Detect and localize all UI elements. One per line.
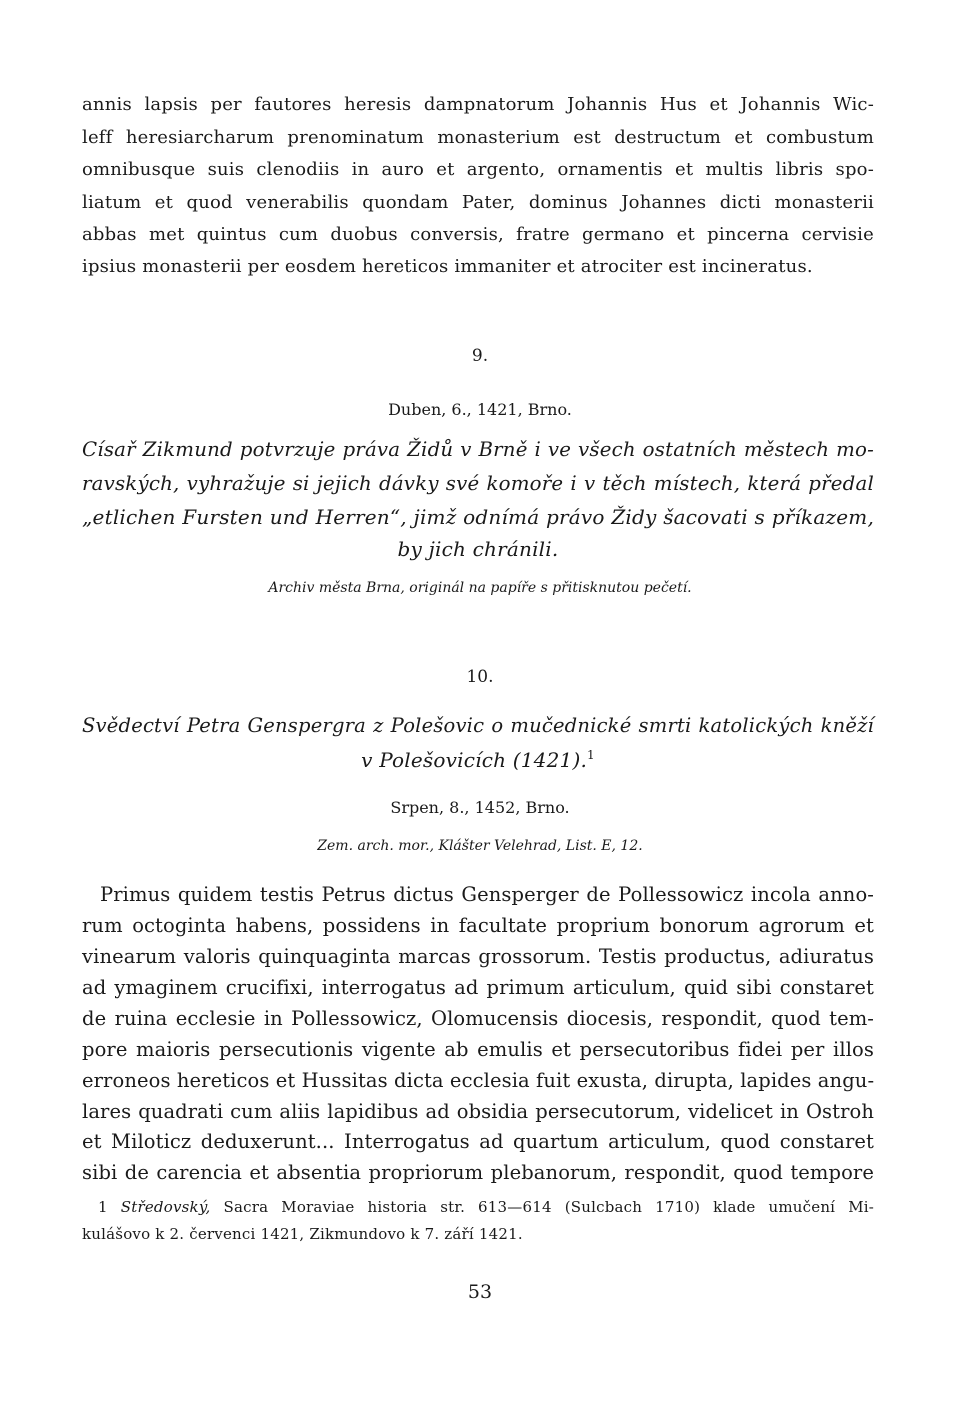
text-line: Primus quidem testis Petrus dictus Gensperger de Pollessowicz incola anno-	[100, 883, 874, 906]
title-line	[82, 748, 874, 772]
footnote-reference: 1	[587, 748, 595, 762]
text-line: liatum et quod venerabilis quondam Pater, dominus Johannes dicti monasterii	[82, 192, 874, 213]
text-line: vinearum valoris quinquaginta marcas grossorum. Testis productus, adiuratus	[82, 945, 874, 968]
page-number: 53	[467, 1281, 493, 1303]
text-line: ad ymaginem crucifixi, interrogatus ad primum articulum, quid sibi constaret	[82, 976, 874, 999]
title-line: Svědectví Petra Genspergra z Polešovic o mučednické smrti katolických kněží	[82, 714, 874, 737]
text-line: lares quadrati cum aliis lapidibus ad obsidia persecutorum, videlicet in Ostroh	[82, 1100, 874, 1123]
summary-line: ravských, vyhražuje si jejich dávky své komoře i v těch místech, která předal	[82, 472, 874, 495]
text-line: de ruina ecclesie in Pollessowicz, Olomucensis diocesis, respondit, quod tem-	[82, 1007, 874, 1030]
footnote-line	[98, 1198, 874, 1216]
archive-source: Zem. arch. mor., Klášter Velehrad, List. E, 12.	[317, 838, 643, 854]
text-line: leff heresiarcharum prenominatum monasterium est destructum et combustum	[82, 127, 874, 148]
title-line-text: v Polešovicích (1421).	[361, 748, 588, 772]
text-line: sibi de carencia et absentia propriorum plebanorum, respondit, quod tempore	[82, 1161, 874, 1184]
text-line: pore maioris persecutionis vigente ab emulis et persecutoribus fidei per illos	[82, 1038, 874, 1061]
text-line: omnibusque suis clenodiis in auro et argento, ornamentis et multis libris spo-	[82, 159, 874, 180]
document-date: Duben, 6., 1421, Brno.	[388, 400, 572, 419]
document-date: Srpen, 8., 1452, Brno.	[390, 798, 570, 817]
summary-line: „etlichen Fursten und Herren“, jimž odnímá právo Židy šacovati s příkazem,	[82, 505, 874, 529]
summary-line: by jich chránili.	[397, 537, 559, 561]
text-line: et Miloticz deduxerunt... Interrogatus ad quartum articulum, quod constaret	[82, 1130, 874, 1153]
footnote-mark: 1	[98, 1198, 108, 1216]
summary-line: Císař Zikmund potvrzuje práva Židů v Brně i ve všech ostatních městech mo-	[82, 438, 874, 461]
footnote-text: Sacra Moraviae historia str. 613—614 (Sulcbach 1710) klade umučení Mi-	[223, 1198, 875, 1216]
text-line: annis lapsis per fautores heresis dampnatorum Johannis Hus et Johannis Wic-	[82, 94, 874, 115]
document-number: 10.	[466, 667, 494, 687]
footnote-line: kulášovo k 2. červenci 1421, Zikmundovo k 7. září 1421.	[82, 1225, 523, 1243]
text-line: abbas met quintus cum duobus conversis, fratre germano et pincerna cervisie	[82, 224, 874, 245]
text-line: erroneos hereticos et Hussitas dicta ecclesia fuit exusta, dirupta, lapides angu-	[82, 1069, 875, 1092]
document-number: 9.	[471, 346, 489, 366]
footnote-author: Středovský,	[120, 1198, 211, 1216]
text-line: ipsius monasterii per eosdem hereticos immaniter et atrociter est incineratus.	[82, 256, 813, 277]
archive-source: Archiv města Brna, originál na papíře s přitisknutou pečetí.	[268, 580, 692, 596]
text-line: rum octoginta habens, possidens in facultate proprium bonorum agrorum et	[82, 914, 874, 937]
